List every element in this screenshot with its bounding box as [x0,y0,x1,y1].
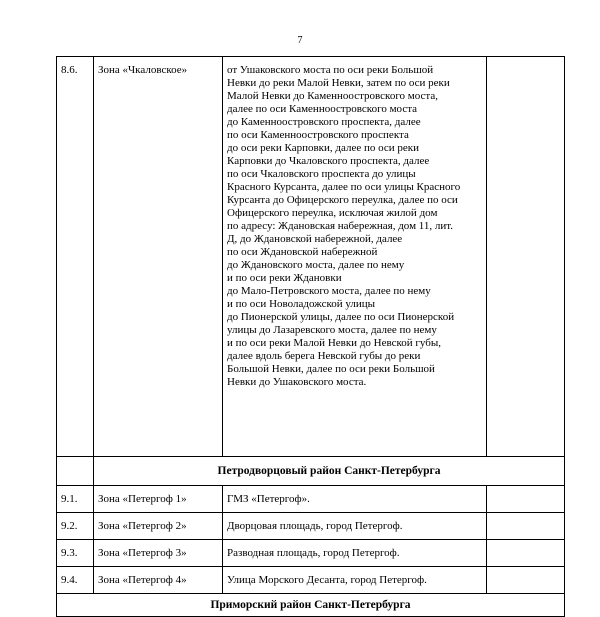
zone-name: Зона «Чкаловское» [94,57,223,457]
description-line: по оси Ждановской набережной [227,246,378,258]
table-row [57,567,565,594]
description-line: до Каменноостровского проспекта, далее [227,116,421,128]
section-title: Приморский район Санкт-Петербурга [57,594,565,617]
row-number: 9.1. [57,486,94,513]
empty-cell [487,57,565,457]
description-line: Офицерского переулка, исключая жилой дом [227,207,438,219]
row-number: 9.2. [57,513,94,540]
description-line: Курсанта до Офицерского переулка, далее по оси [227,194,458,206]
zones-table [56,56,565,617]
description-line: и по оси реки Малой Невки до Невской губы, [227,337,442,349]
description-line: далее вдоль берега Невской губы до реки [227,350,421,362]
empty-cell [487,567,565,594]
table-row [57,486,565,513]
description-line: Малой Невки до Каменноостровского моста, [227,90,438,102]
description-line: улицы до Лазаревского моста, далее по нему [227,324,437,336]
description-line: Красного Курсанта, далее по оси улицы Красного [227,181,461,193]
description-line: Д, до Ждановской набережной, далее [227,233,403,245]
description-line: по адресу: Ждановская набережная, дом 11, лит. [227,220,453,232]
description-line: и по оси Новоладожской улицы [227,298,376,310]
description-line: Невки до реки Малой Невки, затем по оси реки [227,77,450,89]
zone-name: Зона «Петергоф 3» [94,540,223,567]
description-line: Большой Невки, далее по оси реки Большой [227,363,435,375]
row-number: 9.3. [57,540,94,567]
description-line: далее по оси Каменноостровского моста [227,103,418,115]
description-line: до Ждановского моста, далее по нему [227,259,405,271]
description-line: до Пионерской улицы, далее по оси Пионерской [227,311,455,323]
zone-name: Зона «Петергоф 1» [94,486,223,513]
row-number: 9.4. [57,567,94,594]
zone-description: Разводная площадь, город Петергоф. [223,540,487,567]
description-line: до Мало-Петровского моста, далее по нему [227,285,431,297]
empty-cell [487,486,565,513]
empty-cell [57,457,94,486]
description-line: Карповки до Чкаловского проспекта, далее [227,155,430,167]
zone-description [223,57,487,457]
row-number: 8.6. [57,57,94,457]
section-row [57,457,565,486]
zone-name: Зона «Петергоф 4» [94,567,223,594]
table-row [57,540,565,567]
table-row [57,57,565,457]
description-line: до оси реки Карповки, далее по оси реки [227,142,420,154]
description-line: Невки до Ушаковского моста. [227,376,367,388]
description-line: по оси Чкаловского проспекта до улицы [227,168,416,180]
empty-cell [487,540,565,567]
description-line: и по оси реки Ждановки [227,272,342,284]
section-title: Петродворцовый район Санкт-Петербурга [94,457,565,486]
table-row [57,513,565,540]
description-line: от Ушаковского моста по оси реки Большой [227,64,434,76]
zone-description: Дворцовая площадь, город Петергоф. [223,513,487,540]
zone-description: ГМЗ «Петергоф». [223,486,487,513]
zone-description: Улица Морского Десанта, город Петергоф. [223,567,487,594]
zone-name: Зона «Петергоф 2» [94,513,223,540]
empty-cell [487,513,565,540]
section-row [57,594,565,617]
description-line: по оси Каменноостровского проспекта [227,129,409,141]
page-number: 7 [297,35,303,46]
